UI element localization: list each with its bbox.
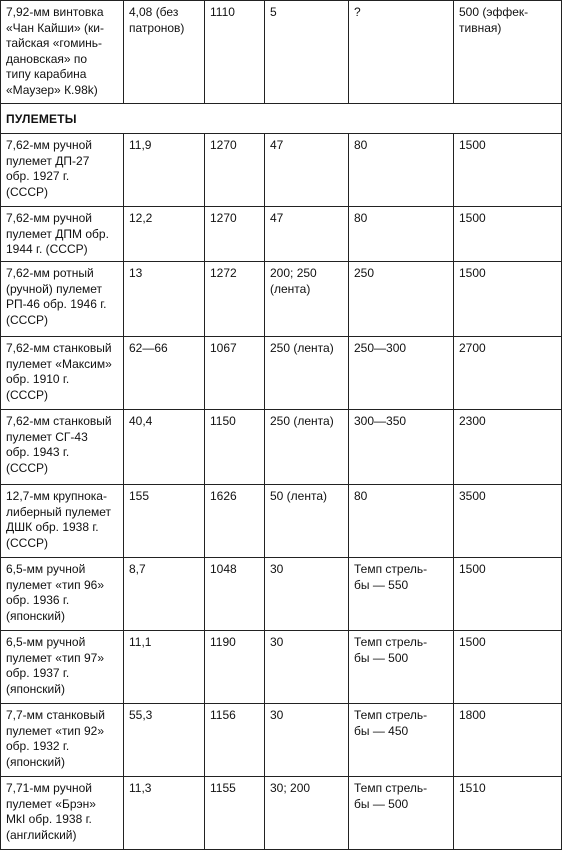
range-cell: 1500 <box>454 631 562 704</box>
magazine-cell: 200; 250 (лента) <box>265 262 349 337</box>
magazine-cell: 47 <box>265 134 349 207</box>
table-row <box>1 337 562 410</box>
weight-cell: 13 <box>124 262 205 337</box>
rate-cell: 250—300 <box>349 337 454 410</box>
weight-cell: 40,4 <box>124 410 205 485</box>
table-row <box>1 631 562 704</box>
table-row <box>1 485 562 558</box>
weapon-name-cell: 7,62-мм станковый пулемет СГ-43 обр. 1943 г. (СССР) <box>1 410 124 485</box>
rate-cell: ? <box>349 1 454 104</box>
weapon-name-cell: 6,5-мм ручной пулемет «тип 97» обр. 1937 г. (японский) <box>1 631 124 704</box>
table-row <box>1 262 562 337</box>
range-cell: 1500 <box>454 134 562 207</box>
magazine-cell: 30 <box>265 631 349 704</box>
length-cell: 1110 <box>205 1 265 104</box>
length-cell: 1190 <box>205 631 265 704</box>
weight-cell: 62—66 <box>124 337 205 410</box>
magazine-cell: 250 (лента) <box>265 410 349 485</box>
weight-cell: 155 <box>124 485 205 558</box>
weight-cell: 12,2 <box>124 207 205 262</box>
length-cell: 1155 <box>205 777 265 850</box>
rate-cell: 80 <box>349 207 454 262</box>
rate-cell: Темп стрель- бы — 500 <box>349 777 454 850</box>
magazine-cell: 250 (лента) <box>265 337 349 410</box>
table-row <box>1 704 562 777</box>
weapon-name-cell: 7,71-мм ручной пулемет «Брэн» MkI обр. 1938 г. (английский) <box>1 777 124 850</box>
rate-cell: Темп стрель- бы — 550 <box>349 558 454 631</box>
range-cell: 1500 <box>454 262 562 337</box>
table-row <box>1 777 562 850</box>
weight-cell: 11,3 <box>124 777 205 850</box>
length-cell: 1048 <box>205 558 265 631</box>
rate-cell: 250 <box>349 262 454 337</box>
length-cell: 1156 <box>205 704 265 777</box>
table-row <box>1 558 562 631</box>
section-header-row <box>1 104 562 134</box>
weapon-name-cell: 7,62-мм станковый пулемет «Максим» обр. 1910 г. (СССР) <box>1 337 124 410</box>
length-cell: 1626 <box>205 485 265 558</box>
weight-cell: 11,1 <box>124 631 205 704</box>
weapon-name-cell: 7,92-мм винтовка «Чан Кайши» (ки- тайская «гоминь- дановская» по типу карабина «Маузер» К.98k) <box>1 1 124 104</box>
weight-cell: 11,9 <box>124 134 205 207</box>
length-cell: 1272 <box>205 262 265 337</box>
table-row <box>1 1 562 104</box>
weapon-name-cell: 7,62-мм ручной пулемет ДП-27 обр. 1927 г. (СССР) <box>1 134 124 207</box>
range-cell: 1500 <box>454 558 562 631</box>
table-row <box>1 207 562 262</box>
table-body <box>1 1 562 850</box>
weapon-name-cell: 7,62-мм ручной пулемет ДПМ обр. 1944 г. (СССР) <box>1 207 124 262</box>
weight-cell: 4,08 (без патронов) <box>124 1 205 104</box>
weight-cell: 55,3 <box>124 704 205 777</box>
range-cell: 1500 <box>454 207 562 262</box>
magazine-cell: 50 (лента) <box>265 485 349 558</box>
rate-cell: 80 <box>349 485 454 558</box>
range-cell: 3500 <box>454 485 562 558</box>
table-row <box>1 410 562 485</box>
magazine-cell: 5 <box>265 1 349 104</box>
weapon-name-cell: 7,7-мм станковый пулемет «тип 92» обр. 1932 г. (японский) <box>1 704 124 777</box>
length-cell: 1150 <box>205 410 265 485</box>
range-cell: 500 (эффек- тивная) <box>454 1 562 104</box>
weapon-name-cell: 7,62-мм ротный (ручной) пулемет РП-46 обр. 1946 г. (СССР) <box>1 262 124 337</box>
range-cell: 2700 <box>454 337 562 410</box>
weight-cell: 8,7 <box>124 558 205 631</box>
section-title: ПУЛЕМЕТЫ <box>1 104 562 134</box>
rate-cell: 300—350 <box>349 410 454 485</box>
range-cell: 2300 <box>454 410 562 485</box>
magazine-cell: 30 <box>265 704 349 777</box>
rate-cell: Темп стрель- бы — 450 <box>349 704 454 777</box>
length-cell: 1270 <box>205 134 265 207</box>
magazine-cell: 30; 200 <box>265 777 349 850</box>
weapon-name-cell: 6,5-мм ручной пулемет «тип 96» обр. 1936 г. (японский) <box>1 558 124 631</box>
range-cell: 1510 <box>454 777 562 850</box>
rate-cell: 80 <box>349 134 454 207</box>
length-cell: 1270 <box>205 207 265 262</box>
table-row <box>1 134 562 207</box>
magazine-cell: 47 <box>265 207 349 262</box>
length-cell: 1067 <box>205 337 265 410</box>
magazine-cell: 30 <box>265 558 349 631</box>
rate-cell: Темп стрель- бы — 500 <box>349 631 454 704</box>
weapon-name-cell: 12,7-мм крупнока- либерный пулемет ДШК обр. 1938 г. (СССР) <box>1 485 124 558</box>
range-cell: 1800 <box>454 704 562 777</box>
